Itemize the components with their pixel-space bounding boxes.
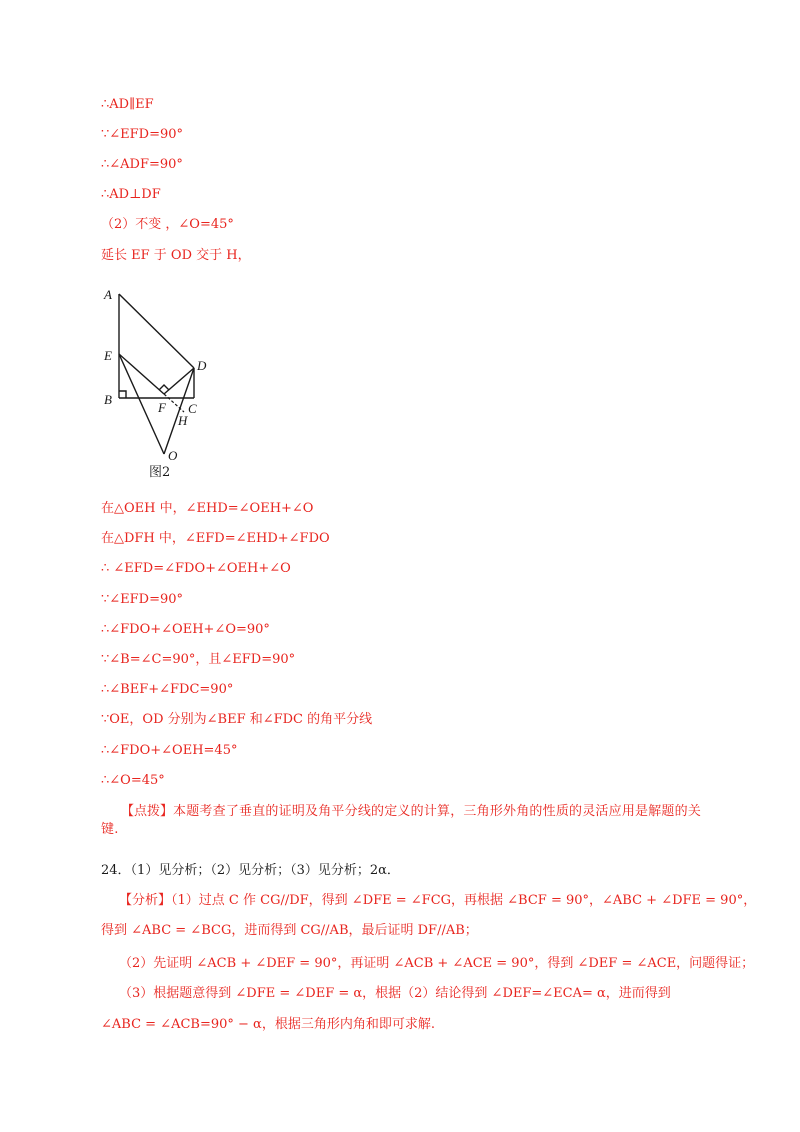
proof2-line-1: 在△OEH 中，∠EHD=∠OEH+∠O [101, 501, 314, 516]
label-d: D [197, 358, 207, 373]
proof2-line-2: 在△DFH 中，∠EFD=∠EHD+∠FDO [101, 531, 330, 546]
q24-analysis-2: （2）先证明 ∠ACB + ∠DEF = 90°，再证明 ∠ACB + ∠ACE = 90°，得到 ∠DEF = ∠ACE，问题得证； [119, 956, 755, 971]
dianbo-text: 本题考查了垂直的证明及角平分线的定义的计算，三角形外角的性质的灵活应用是解题的关键. [101, 804, 702, 837]
label-c: C [188, 401, 197, 416]
extend-line: 延长 EF 于 OD 交于 H， [101, 248, 251, 263]
proof1-line-1: ∴AD∥EF [101, 97, 154, 112]
q24-analysis-1b: 得到 ∠ABC = ∠BCG，进而得到 CG//AB，最后证明 DF//AB； [101, 923, 478, 938]
proof2-line-5: ∴∠FDO+∠OEH+∠O=90° [101, 622, 270, 637]
q24-header: 24．（1）见分析；（2）见分析；（3）见分析；2α． [101, 863, 400, 878]
geometry-figure [98, 282, 228, 486]
q24-analysis-3b: ∠ABC = ∠ACB=90° − α，根据三角形内角和即可求解. [101, 1017, 435, 1032]
proof2-line-9: ∴∠FDO+∠OEH=45° [101, 743, 238, 758]
right-angle-f [159, 385, 169, 390]
segment-fh-dashed [164, 394, 184, 412]
proof1-line-2: ∵∠EFD=90° [101, 127, 184, 142]
q24-analysis-3a: （3）根据题意得到 ∠DFE = ∠DEF = α，根据（2）结论得到 ∠DEF=∠ECA= α，进而得到 [119, 986, 671, 1001]
part2-header: （2）不变 ，∠O=45° [101, 217, 234, 232]
proof2-line-10: ∴∠O=45° [101, 773, 165, 788]
segment-ef [119, 354, 164, 394]
label-a: A [104, 287, 112, 302]
segment-ad [119, 294, 194, 368]
label-b: B [104, 392, 112, 407]
proof2-line-3: ∴ ∠EFD=∠FDO+∠OEH+∠O [101, 561, 291, 576]
proof1-line-4: ∴AD⊥DF [101, 187, 161, 202]
proof2-line-8: ∵OE，OD 分别为∠BEF 和∠FDC 的角平分线 [101, 712, 373, 727]
right-angle-b [119, 391, 126, 398]
proof2-line-6: ∵∠B=∠C=90°，且∠EFD=90° [101, 652, 296, 667]
label-f: F [158, 400, 166, 415]
q24-analysis-1a [119, 892, 756, 910]
proof1-line-3: ∴∠ADF=90° [101, 157, 183, 172]
figure-svg [98, 282, 228, 482]
label-h: H [178, 413, 188, 428]
label-e: E [104, 348, 112, 363]
dianbo-tag: 【点拨】 [121, 804, 174, 819]
label-o: O [168, 448, 178, 463]
dianbo-paragraph [101, 803, 717, 839]
q24-analysis-1a-text: （1）过点 C 作 CG//DF，得到 ∠DFE = ∠FCG，再根据 ∠BCF = 90°，∠ABC + ∠DFE = 90°， [171, 893, 757, 908]
proof2-line-7: ∴∠BEF+∠FDC=90° [101, 682, 234, 697]
q24-analysis-tag: 【分析】 [119, 893, 172, 908]
proof2-line-4: ∵∠EFD=90° [101, 592, 184, 607]
figure-caption: 图2 [149, 465, 171, 480]
